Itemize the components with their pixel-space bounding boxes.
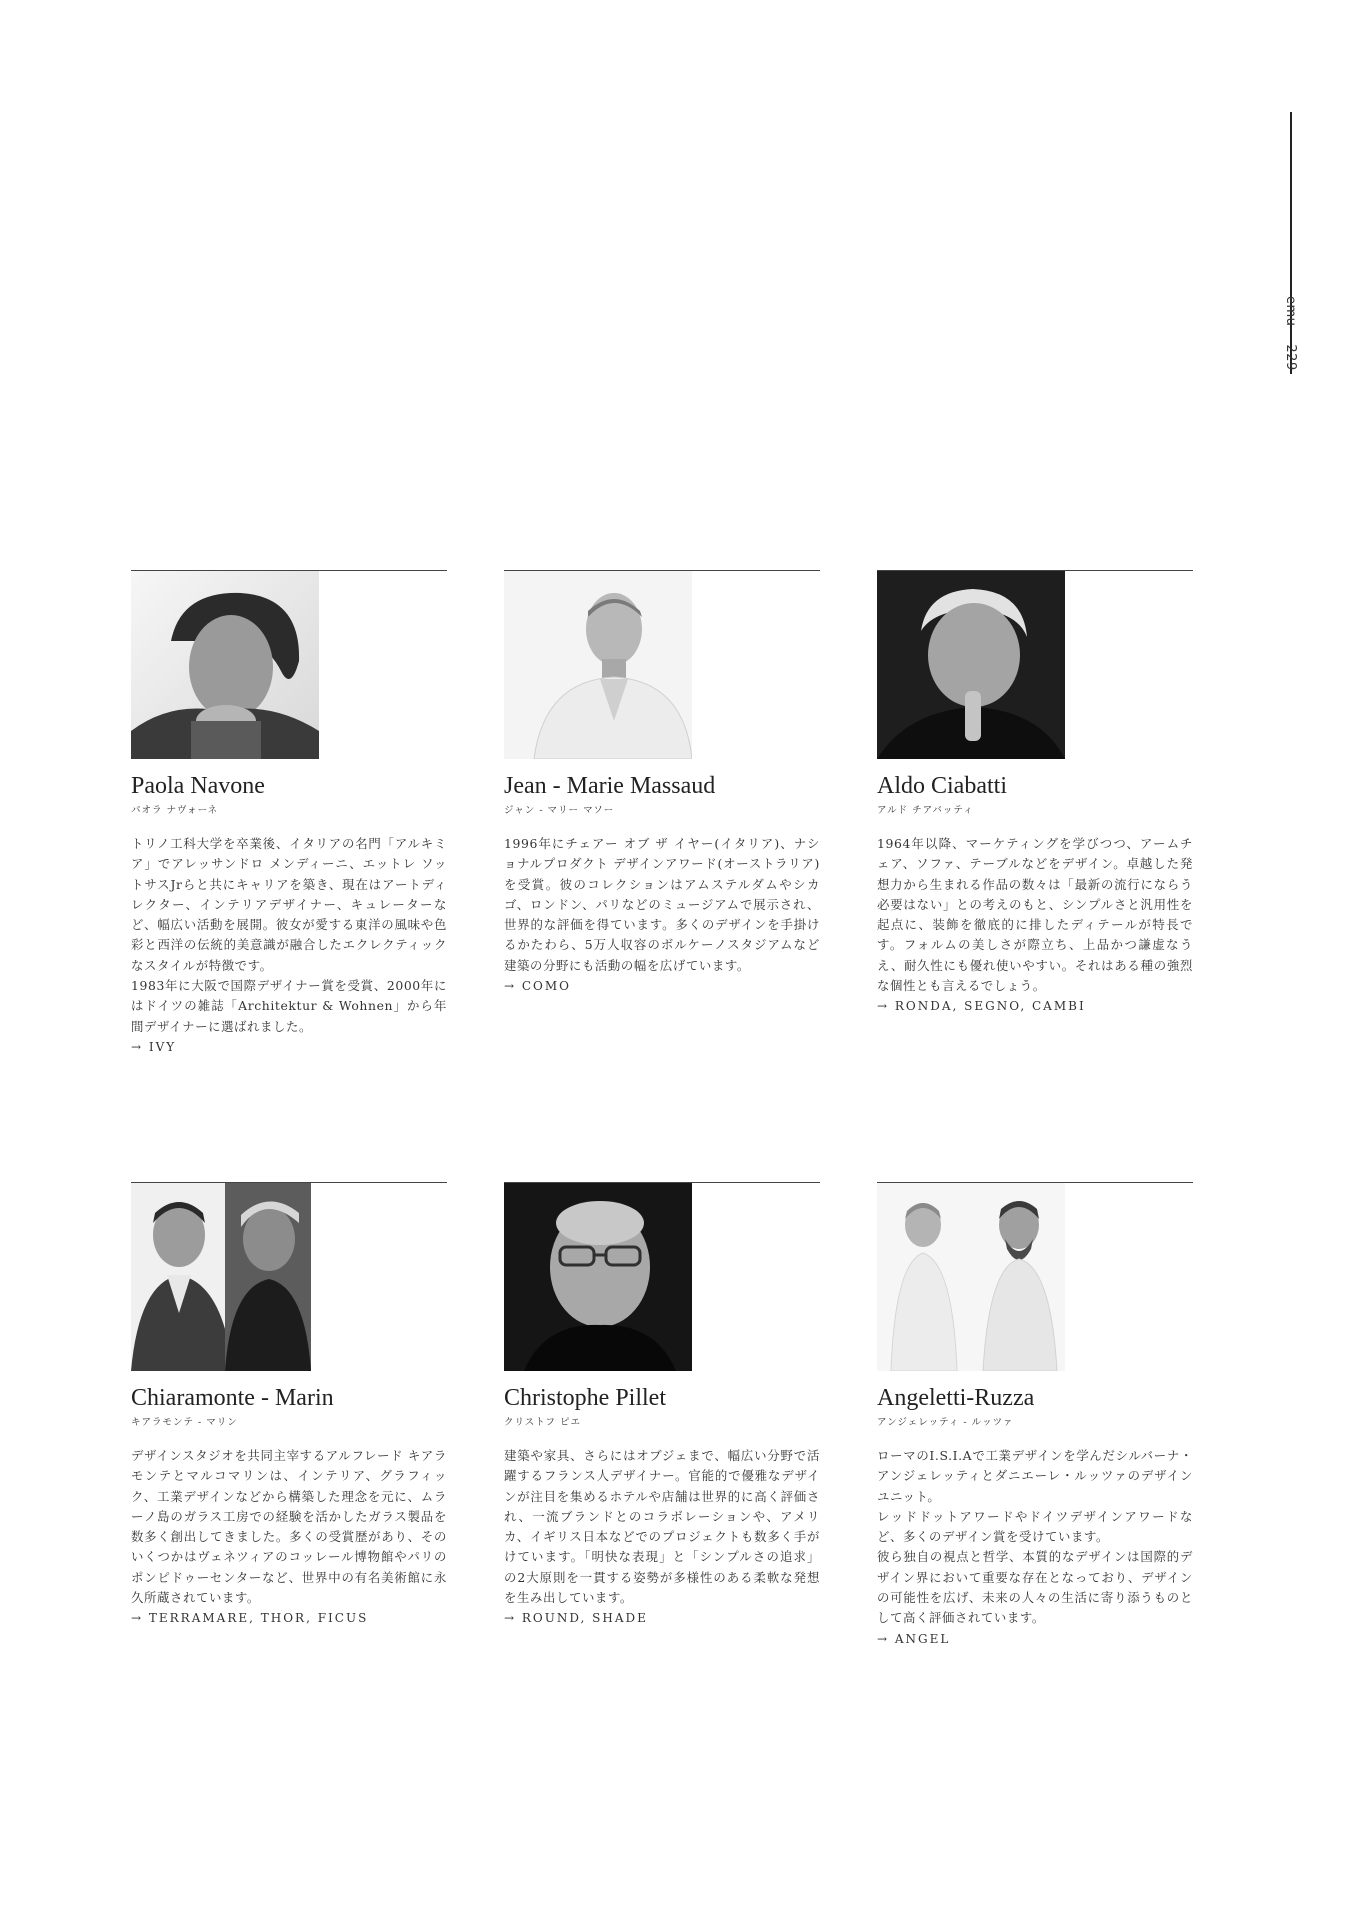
product-link[interactable]: → IVY	[131, 1039, 177, 1054]
product-link[interactable]: → ROUND, SHADE	[504, 1611, 648, 1626]
product-link[interactable]: → TERRAMARE, THOR, FICUS	[131, 1611, 369, 1626]
portrait-photo	[877, 1183, 1065, 1371]
designer-card-navone	[131, 570, 447, 1057]
portrait-photo	[504, 1183, 692, 1371]
designer-card-angeletti-ruzza	[877, 1182, 1193, 1649]
product-link[interactable]: → RONDA, SEGNO, CAMBI	[877, 999, 1086, 1014]
running-header	[1283, 296, 1298, 371]
product-link[interactable]: → COMO	[504, 979, 572, 994]
designer-name: Christophe Pillet	[504, 1385, 666, 1411]
portrait-photo	[504, 571, 692, 759]
designer-name-kana: クリストフ ピエ	[504, 1417, 582, 1428]
designer-name: Jean - Marie Massaud	[504, 773, 716, 799]
designer-bio: 1996年にチェアー オブ ザ イヤー(イタリア)、ナショナルプロダクト デザインアワード(オーストラリア)を受賞。彼のコレクションはアムステルダムやシカゴ、ロンドン、パリなどのミュージアムで展示され、世界的な評価を得ています。多くのデザインを手掛けるかたわら、5万人収容のボルケーノスタジアムなど建築の分野にも活動の幅を広げています。	[504, 836, 820, 973]
brand-label: emu	[1283, 296, 1298, 327]
designer-bio: デザインスタジオを共同主宰するアルフレード キアラモンテとマルコマリンは、インテリア、グラフィック、工業デザインなどから構築した理念を元に、ムラーノ島のガラス工房での経験を活かしたガラス製品を数多く創出してきました。多くの受賞歴があり、そのいくつかはヴェネツィアのコッレール博物館やパリのポンピドゥーセンターなど、世界中の有名美術館に永久所蔵されています。	[131, 1448, 447, 1606]
designer-bio: 建築や家具、さらにはオブジェまで、幅広い分野で活躍するフランス人デザイナー。官能的で優雅なデザインが注目を集めるホテルや店舗は世界的に高く評価され、一流ブランドとのコラボレーションや、アメリカ、イギリス日本などでのプロジェクトも数多く手がけています。「明快な表現」と「シンプルさの追求」の2大原則を一貫する姿勢が多様性のある柔軟な発想を生み出しています。	[504, 1448, 820, 1606]
designer-name-kana: アンジェレッティ - ルッツァ	[877, 1417, 1014, 1428]
designer-bio: ローマのI.S.I.Aで工業デザインを学んだシルバーナ・アンジェレッティとダニエーレ・ルッツァのデザインユニット。 レッドドットアワードやドイツデザインアワードなど、多くのデザイン賞を受けています。 彼ら独自の視点と哲学、本質的なデザインは国際的デザイン界において重要な存在となっており、デザインの可能性を広げ、未来の人々の生活に寄り添うものとして高く評価されています。	[877, 1448, 1193, 1626]
portrait-photo	[131, 571, 319, 759]
designer-card-massaud	[504, 570, 820, 996]
portrait-left	[131, 1183, 225, 1371]
designer-name-kana: パオラ ナヴォーネ	[131, 805, 219, 816]
designer-name-kana: キアラモンテ - マリン	[131, 1417, 238, 1428]
portrait-photo	[877, 571, 1065, 759]
designer-name: Aldo Ciabatti	[877, 773, 1007, 799]
product-link[interactable]: → ANGEL	[877, 1631, 951, 1646]
designer-card-chiaramonte-marin	[131, 1182, 447, 1628]
portrait-right	[225, 1183, 319, 1371]
designer-card-pillet	[504, 1182, 820, 1628]
designer-bio: トリノ工科大学を卒業後、イタリアの名門「アルキミア」でアレッサンドロ メンディーニ、エットレ ソットサスJrらと共にキャリアを築き、現在はアートディレクター、インテリアデザイナー、キュレーターなど、幅広い活動を展開。彼女が愛する東洋の風味や色彩と西洋の伝統的美意識が融合したエクレクティックなスタイルが特徴です。 1983年に大阪で国際デザイナー賞を受賞、2000年にはドイツの雑誌「Architektur & Wohnen」から年間デザイナーに選ばれました。	[131, 836, 447, 1034]
portrait-photo	[131, 1183, 319, 1371]
designer-name: Chiaramonte - Marin	[131, 1385, 334, 1411]
page-number: 229	[1283, 344, 1298, 371]
designer-name-kana: ジャン - マリー マソー	[504, 805, 615, 816]
designer-card-ciabatti	[877, 570, 1193, 1016]
designer-name-kana: アルド チアバッティ	[877, 805, 974, 816]
designer-bio: 1964年以降、マーケティングを学びつつ、アームチェア、ソファ、テーブルなどをデザイン。卓越した発想力から生まれる作品の数々は「最新の流行にならう必要はない」との考えのもと、シンプルさと汎用性を起点に、装飾を徹底的に排したディテールが特長です。フォルムの美しさが際立ち、上品かつ謙虚なうえ、耐久性にも優れ使いやすい。それはある種の強烈な個性とも言えるでしょう。	[877, 836, 1193, 994]
designer-name: Paola Navone	[131, 773, 265, 799]
designer-name: Angeletti-Ruzza	[877, 1385, 1035, 1411]
